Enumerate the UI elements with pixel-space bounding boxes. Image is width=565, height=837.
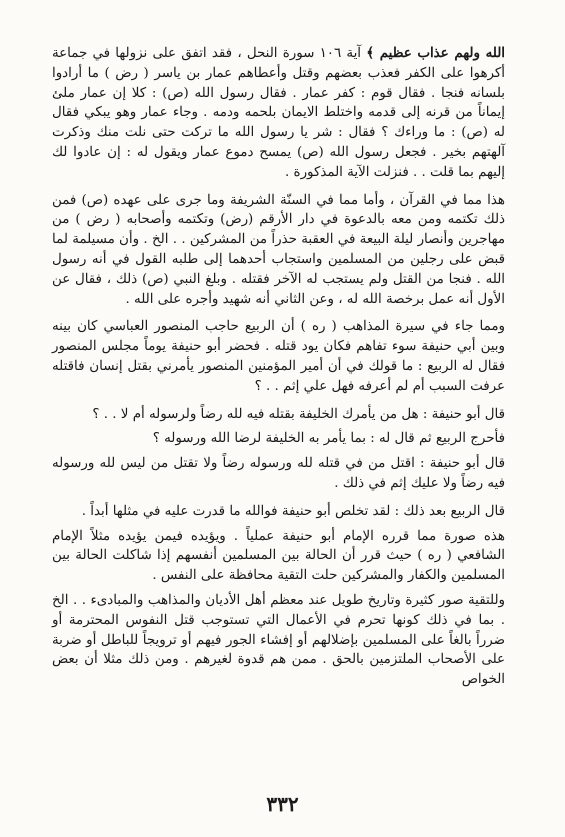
paragraph-1-text: آية ١٠٦ سورة النحل ، فقد اتفق على نزولها في جماعة أكرهوا على الكفر فعذب بعضهم وقتل وأعطاهم عمار بن ياسر ( رض ) ما أرادوا بلسانه فنجا . فقال قوم : كفر عمار . فقال رسول الله (ص) : كلا إن عمار ملئ إيماناً من قرنه إلى قدمه واختلط الايمان بلحمه ودمه . وجاء عمار وهو يبكي فقال له (ص) : ما وراءك ؟ فقال : شر يا رسول الله ما تركت حتى نلت منك وذكرت آلهتهم بخير . فجعل رسول الله (ص) يمسح دموع عمار ويقول له : إن عادوا لك إليهم بما قلت . . فنزلت الآية المذكورة . [52,46,505,180]
dialogue-line-1: قال أبو حنيفة : هل من يأمرك الخليفة بقتله فيه لله رضاً ولرسوله أم لا . . ؟ [92,406,505,422]
paragraph-3 [52,317,505,396]
closing-paragraph-3: وللتقية صور كثيرة وتاريخ طويل عند معظم أهل الأديان والمذاهب والمبادىء . . الخ . بما في ذلك كونها تحرم في الأعمال التي تستوجب قتل النفوس المحترمة أو ضرراً بالغاً على المسلمين بإضلالهم أو إفشاء الجور فيهم أو ترويجاً للباطل أو ضربة على الأصحاب الملتزمين بالحق . ممن هم قدوة لغيرهم . ومن ذلك مثلا أن بعض الخواص [52,592,505,688]
closing-paragraph-2: هذه صورة مما قرره الإمام أبو حنيفة عملياً . ويؤيده فيمن يؤيده مثلاً الإمام الشافعي ( ره ) حيث قرر أن الحالة بين المسلمين أنفسهم إذا شاكلت الحالة بين المسلمين والكفار والمشركين حلت التقية محافظة على النفس . [52,528,505,584]
dialogue-line-3: قال أبو حنيفة : اقتل من في قتله لله ورسوله رضاً ولا تقتل من ليس لله ورسوله فيه رضاً ولا عليك إثم في ذلك . [52,456,505,491]
paragraph-1-lead: الله ولهم عذاب عظيم ﴾ [366,45,505,61]
closing-paragraph-1: قال الربيع بعد ذلك : لقد تخلص أبو حنيفة فوالله ما قدرت عليه في مثلها أبداً . [81,503,505,519]
paragraph-2 [52,191,505,310]
paragraph-3-text: ومما جاء في سيرة المذاهب ( ره ) أن الربيع حاجب المنصور العباسي كان بينه وبين أبي حنيفة سوء تفاهم فكان يود قتله . فحضر أبو حنيفة يوماً مجلس المنصور فقال له الربيع : ما قولك في أن أمير المؤمنين المنصور يأمرني بقتل إنسان فاقتله عرفت السبب أم لم أعرفه فهل علي إثم . . ؟ [52,319,505,394]
paragraph-1 [52,44,505,183]
page-number: ٣٣٢ [266,792,299,816]
dialogue-line-2: فأحرج الربيع ثم قال له : بما يأمر به الخليفة لرضا الله ورسوله ؟ [152,431,505,447]
paragraph-2-text: هذا مما في القرآن ، وأما مما في السنّة الشريفة وما جرى على عهده (ص) فمن ذلك تكتمه ومن معه بالدعوة في دار الأرقم (رض) وتكتمه وأصحابه ( رض ) من مهاجرين وأنصار ليلة البيعة في العقبة حذراً من المشركين . . الخ . وأن مسيلمة لما قبض على رجلين من المسلمين واستجاب أحدهما إلى طلبه القول في أنه رسول الله . فنجا من القتل ولم يستجب له الآخر فقتله . وبلغ النبي (ص) ذلك ، فقال عن الأول أنه عمل برخصة الله له ، وعن الثاني أنه شهيد وأجره على الله . [52,192,505,307]
